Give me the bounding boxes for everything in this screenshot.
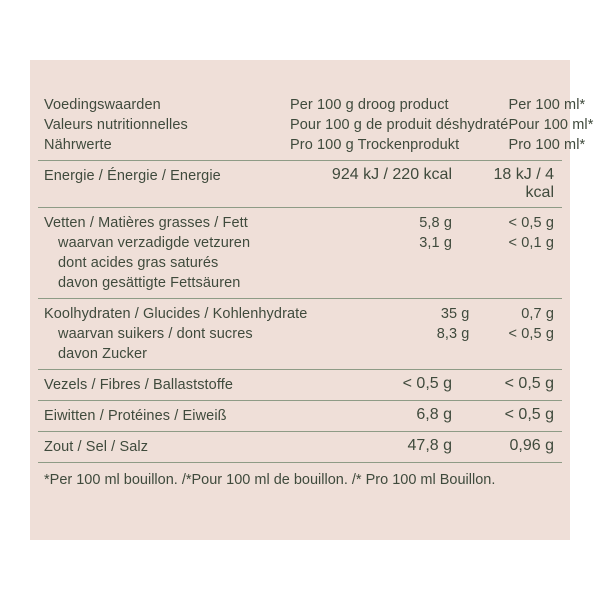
row-label-cell [38,437,290,457]
row-sub-col1-value: 3,1 g [419,235,452,251]
header-col2-line: Pour 100 ml* [508,117,594,133]
row-col1-cell: 6,8 g [416,406,452,423]
nutrition-panel [30,60,594,540]
row-label-line: Zout / Sel / Salz [44,439,149,455]
row-label-line: Eiwitten / Protéines / Eiweiß [44,408,227,424]
header-col1-line: Pro 100 g Trockenprodukt [290,137,460,153]
row-sub-col2-value: < 0,1 g [508,235,554,251]
row-sublabel-line: waarvan suikers / dont sucres [58,326,253,342]
row-sublabel-line: davon Zucker [58,346,148,362]
row-sublabel-line: dont acides gras saturés [58,255,219,271]
row-sub-col2-value: < 0,5 g [508,326,554,342]
row-label-cell [38,304,307,364]
row-label-cell [38,375,290,395]
table-row [38,369,562,400]
row-label-line: Energie / Énergie / Energie [44,168,221,184]
row-sublabel-line: waarvan verzadigde vetzuren [58,235,251,251]
footnote-text: *Per 100 ml bouillon. /*Pour 100 ml de bouillon. /* Pro 100 ml Bouillon. [44,472,496,488]
row-col2-cell: 18 kJ / 4 kcal [493,166,554,201]
row-col1-cell [290,213,462,253]
row-col2-cell: 0,96 g [509,437,554,454]
row-col2-cell [462,213,562,253]
header-label-cell [38,95,290,155]
row-col2-value: < 0,5 g [508,215,554,231]
table-row [38,207,562,298]
row-label-line: Vezels / Fibres / Ballaststoffe [44,377,234,393]
header-col1-line: Per 100 g droog product [290,97,449,113]
row-col1-cell: 924 kJ / 220 kcal [331,166,452,183]
row-sublabel-line: davon gesättigte Fettsäuren [58,275,241,291]
header-col1-cell [290,95,508,155]
row-col1-value: 35 g [440,306,470,322]
header-col1-line: Pour 100 g de produit déshydraté [290,117,509,133]
table-row [38,160,562,207]
row-label-cell [38,406,290,426]
header-label-line: Voedingswaarden [44,97,161,113]
row-label-cell [38,213,290,293]
header-col2-line: Per 100 ml* [508,97,586,113]
header-col2-line: Pro 100 ml* [508,137,586,153]
row-label-line: Vetten / Matières grasses / Fett [44,215,248,231]
row-col2-cell: < 0,5 g [504,406,554,423]
nutrition-table [38,90,594,490]
row-label-cell [38,166,290,186]
header-label-line: Nährwerte [44,137,112,153]
row-sub-col1-value: 8,3 g [436,326,470,342]
header-label-line: Valeurs nutritionnelles [44,117,188,133]
row-col1-cell: 47,8 g [407,437,452,454]
row-col1-value: 5,8 g [419,215,452,231]
row-col1-cell [307,304,479,344]
row-col2-cell: < 0,5 g [504,375,554,392]
table-row [38,400,562,431]
row-col2-value: 0,7 g [521,306,554,322]
table-header-row [38,90,594,160]
table-row [38,431,562,462]
table-row [38,298,562,369]
row-col2-cell [479,304,562,344]
header-col2-cell [508,95,593,155]
row-col1-cell: < 0,5 g [402,375,452,392]
row-label-line: Koolhydraten / Glucides / Kohlenhydrate [44,306,308,322]
